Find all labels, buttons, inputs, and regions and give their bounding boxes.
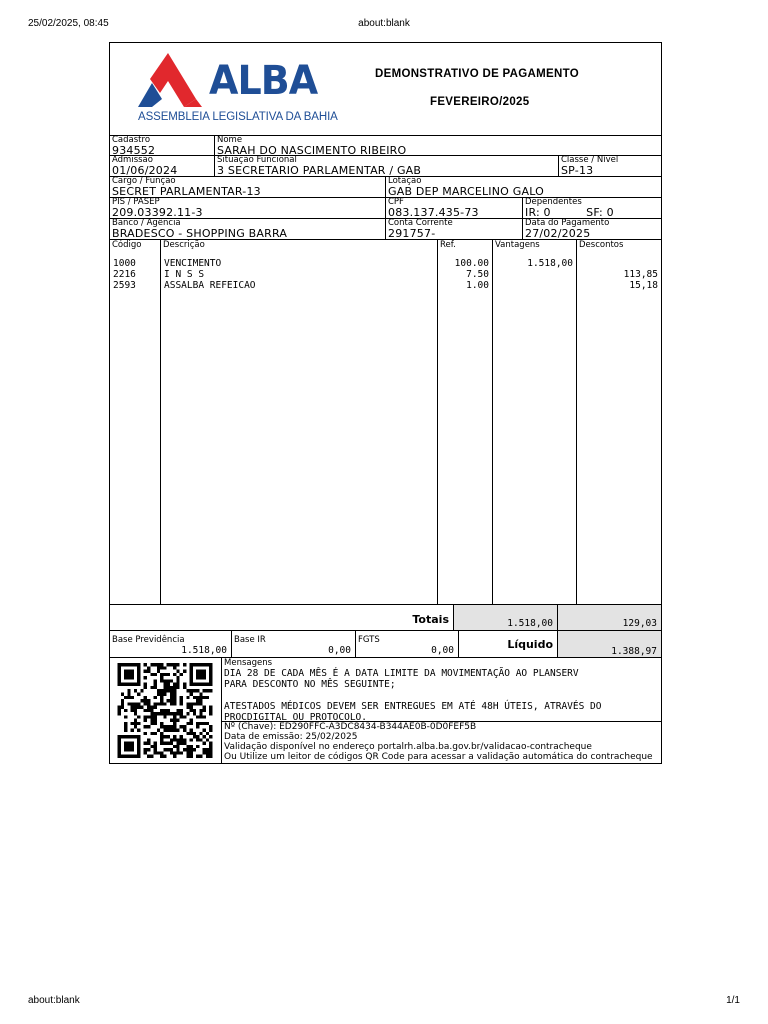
items-table — [110, 240, 661, 605]
qr-code-icon — [116, 663, 214, 758]
validacao-chave: Nº (Chave): ED290FFC-A3DC8434-B344AE0B-0D0FEF5B — [224, 722, 477, 732]
logo-subtitle: ASSEMBLEIA LEGISLATIVA DA BAHIA — [138, 111, 338, 123]
item-ref: 7.50 — [466, 269, 489, 280]
mensagem-line: DIA 28 DE CADA MÊS É A DATA LIMITE DA MOVIMENTAÇÃO AO PLANSERV — [224, 668, 579, 679]
validacao-emissao: Data de emissão: 25/02/2025 — [224, 732, 358, 742]
field-situacao: Situação Funcional 3 SECRETARIO PARLAMENTAR / GAB — [214, 156, 558, 176]
print-url: about:blank — [358, 18, 410, 29]
item-codigo: 1000 — [113, 258, 136, 269]
item-descontos — [577, 258, 658, 269]
col-descontos — [576, 240, 661, 604]
dependentes-sf: SF: 0 — [586, 206, 614, 218]
item-codigo: 2593 — [113, 280, 136, 291]
payslip-header — [110, 43, 661, 136]
header-descricao: Descrição — [163, 240, 205, 250]
item-ref: 1.00 — [466, 280, 489, 291]
item-descricao: I N S S — [164, 269, 205, 280]
liquido-label: Líquido — [507, 638, 553, 651]
print-url-footer: about:blank — [28, 995, 80, 1006]
item-vantagens — [493, 269, 573, 280]
row-cargo — [110, 177, 661, 198]
col-ref — [437, 240, 492, 604]
field-banco: Banco / Agência BRADESCO - SHOPPING BARRA — [112, 219, 288, 239]
row-admissao — [110, 156, 661, 177]
field-cargo: Cargo / Função SECRET PARLAMENTAR-13 — [112, 177, 261, 197]
col-vantagens — [492, 240, 576, 604]
print-datetime: 25/02/2025, 08:45 — [28, 18, 109, 29]
mensagens-label: Mensagens — [224, 658, 273, 668]
alba-logo-mark — [138, 53, 208, 109]
bottom-section — [110, 658, 661, 763]
base-previdencia: Base Previdência 1.518,00 — [110, 631, 232, 657]
base-fgts: FGTS 0,00 — [356, 631, 459, 657]
totals-descontos: 129,03 — [557, 605, 661, 630]
header-descontos: Descontos — [579, 240, 624, 250]
mensagem-line: PARA DESCONTO NO MÊS SEGUINTE; — [224, 679, 396, 690]
validacao-box — [221, 722, 661, 763]
item-descricao: VENCIMENTO — [164, 258, 222, 269]
field-nome: Nome SARAH DO NASCIMENTO RIBEIRO — [214, 136, 661, 155]
field-cadastro: Cadastro 934552 — [112, 136, 156, 155]
validacao-qr-info: Ou Utilize um leitor de códigos QR Code para acessar a validação automática do contracheque — [224, 752, 653, 762]
item-vantagens: 1.518,00 — [527, 258, 573, 269]
header-vantagens: Vantagens — [495, 240, 540, 250]
item-codigo: 2216 — [113, 269, 136, 280]
payslip-document — [109, 42, 662, 764]
field-lotacao: Lotação GAB DEP MARCELINO GALO — [385, 177, 661, 197]
field-pis: PIS / PASEP 209.03392.11-3 — [112, 198, 203, 218]
row-banco — [110, 219, 661, 240]
item-descontos: 15,18 — [629, 280, 658, 291]
field-data-pagamento: Data do Pagamento 27/02/2025 — [522, 219, 661, 239]
field-dependentes: Dependentes IR: 0 SF: 0 — [522, 198, 661, 218]
mensagens-box — [221, 658, 661, 722]
field-conta: Conta Corrente 291757- — [385, 219, 522, 239]
validacao-endereco: Validação disponível no endereço portalrh.alba.ba.gov.br/validacao-contracheque — [224, 742, 592, 752]
item-descontos: 113,85 — [623, 269, 658, 280]
row-pis — [110, 198, 661, 219]
document-title: DEMONSTRATIVO DE PAGAMENTO — [375, 68, 579, 80]
liquido-value: 1.388,97 — [557, 631, 661, 657]
dependentes-ir: IR: 0 — [525, 206, 551, 218]
item-vantagens — [493, 280, 573, 291]
base-ir: Base IR 0,00 — [232, 631, 356, 657]
field-admissao: Admissão 01/06/2024 — [112, 156, 178, 176]
item-descricao: ASSALBA REFEICAO — [164, 280, 256, 291]
header-ref: Ref. — [440, 240, 456, 250]
mensagem-line — [224, 690, 661, 701]
totals-row — [110, 605, 661, 631]
logo-wordmark: ALBA — [209, 58, 318, 104]
document-period: FEVEREIRO/2025 — [430, 96, 530, 108]
mensagem-line: ATESTADOS MÉDICOS DEVEM SER ENTREGUES EM ATÉ 48H ÚTEIS, ATRAVÉS DO — [224, 701, 602, 712]
alba-logo — [138, 53, 338, 128]
totals-label: Totais — [412, 613, 449, 626]
print-page-number: 1/1 — [726, 995, 740, 1006]
item-ref: 100.00 — [454, 258, 489, 269]
field-classe: Classe / Nível SP-13 — [558, 156, 661, 176]
field-cpf: CPF 083.137.435-73 — [385, 198, 522, 218]
header-codigo: Código — [112, 240, 142, 250]
mensagem-line: PROCDIGITAL OU PROTOCOLO. — [224, 712, 367, 723]
col-descricao — [160, 240, 437, 604]
col-codigo — [110, 240, 160, 604]
totals-vantagens: 1.518,00 — [453, 605, 557, 630]
row-cadastro-nome — [110, 136, 661, 156]
bases-row — [110, 631, 661, 658]
